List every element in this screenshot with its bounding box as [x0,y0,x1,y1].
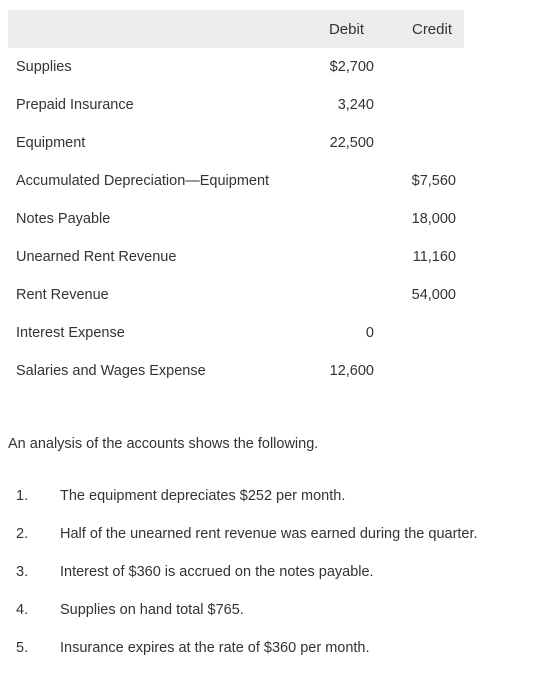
item-number: 2. [16,526,29,542]
credit-value: 54,000 [411,287,456,303]
item-text: Half of the unearned rent revenue was earned during the quarter. [60,526,478,542]
trial-balance-table [8,10,464,390]
item-text: The equipment depreciates $252 per month. [60,488,346,504]
debit-value: 22,500 [329,135,374,151]
table-row [8,48,464,86]
list-item [8,554,528,592]
debit-value: $2,700 [329,59,374,75]
account-name: Rent Revenue [16,287,109,303]
account-name: Equipment [16,135,86,151]
table-row [8,238,464,276]
list-item [8,478,528,516]
account-name: Salaries and Wages Expense [16,363,206,379]
analysis-list [8,478,528,668]
table-row [8,124,464,162]
item-number: 5. [16,640,29,656]
list-item [8,516,528,554]
account-name: Prepaid Insurance [16,97,134,113]
table-row [8,352,464,390]
item-text: Interest of $360 is accrued on the notes payable. [60,564,374,580]
table-row [8,162,464,200]
credit-column-header: Credit [411,21,452,38]
debit-value: 3,240 [337,97,374,113]
credit-value: 11,160 [412,249,456,265]
account-name: Accumulated Depreciation—Equipment [16,173,270,189]
account-name: Notes Payable [16,211,111,227]
table-header [8,10,464,48]
analysis-intro: An analysis of the accounts shows the following. [8,436,319,452]
list-item [8,630,528,668]
account-name: Interest Expense [16,325,125,341]
account-name: Unearned Rent Revenue [16,249,177,265]
table-row [8,276,464,314]
debit-value: 12,600 [329,363,374,379]
list-item [8,592,528,630]
account-name: Supplies [16,59,72,75]
table-row [8,200,464,238]
credit-value: $7,560 [411,173,456,189]
item-number: 3. [16,564,29,580]
item-text: Insurance expires at the rate of $360 per month. [60,640,370,656]
debit-value: 0 [365,325,374,341]
debit-column-header: Debit [328,21,364,38]
item-text: Supplies on hand total $765. [60,602,244,618]
table-row [8,86,464,124]
credit-value: 18,000 [411,211,456,227]
item-number: 1. [16,488,29,504]
table-row [8,314,464,352]
item-number: 4. [16,602,29,618]
